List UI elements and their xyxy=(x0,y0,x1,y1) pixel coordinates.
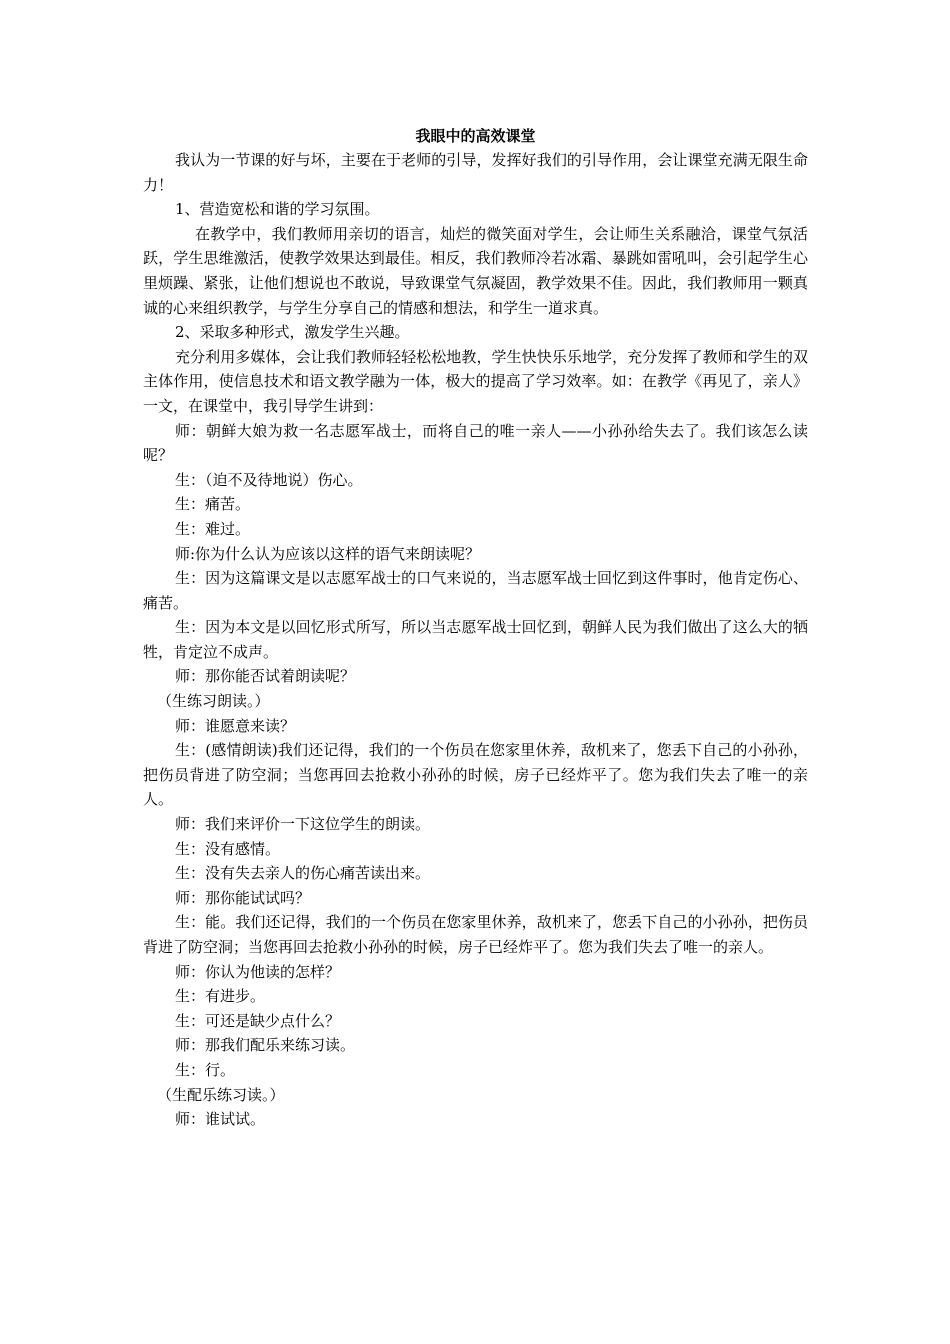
paragraph: 生：没有失去亲人的伤心痛苦读出来。 xyxy=(175,864,431,883)
paragraph: 生：(感情朗读)我们还记得，我们的一个伤员在您家里休养，敌机来了，您丢下自己的小孙孙，把伤员背进了防空洞；当您再回去抢救小孙孙的时候，房子已经炸平了。您为我们失去了唯一的亲人。 xyxy=(143,741,808,809)
paragraph: 在教学中，我们教师用亲切的语言，灿烂的微笑面对学生，会让师生关系融洽，课堂气氛活跃，学生思维激活，使教学效果达到最佳。相反，我们教师冷若冰霜、暴跳如雷吼叫，会引起学生心里烦躁、紧张，让他们想说也不敢说，导致课堂气氛凝固，教学效果不佳。因此，我们教师用一颗真诚的心来组织教学，与学生分享自己的情感和想法，和学生一道求真。 xyxy=(143,224,808,317)
paragraph: 生：没有感情。 xyxy=(175,839,281,858)
paragraph: 师：那你能否试着朗读呢？ xyxy=(175,667,356,686)
paragraph: 生：难过。 xyxy=(175,519,251,538)
paragraph: 生：因为本文是以回忆形式所写，所以当志愿军战士回忆到，朝鲜人民为我们做出了这么大的牺牲，肯定泣不成声。 xyxy=(143,618,808,661)
paragraph: 师：谁试试。 xyxy=(175,1110,266,1129)
document-title: 我眼中的高效课堂 xyxy=(415,127,536,145)
paragraph: 师：那我们配乐来练习读。 xyxy=(175,1036,356,1055)
paragraph: 生：有进步。 xyxy=(175,987,266,1006)
document-page xyxy=(143,124,808,1132)
paragraph: 1、营造宽松和谐的学习氛围。 xyxy=(175,200,380,219)
paragraph: 充分利用多媒体，会让我们教师轻轻松松地教，学生快快乐乐地学，充分发挥了教师和学生的双主体作用，使信息技术和语文教学融为一体，极大的提高了学习效率。如：在教学《再见了，亲人》一文，在课堂中，我引导学生讲到： xyxy=(143,347,808,415)
paragraph: 生：可还是缺少点什么？ xyxy=(175,1011,341,1030)
paragraph: 师：那你能试试吗？ xyxy=(175,888,311,907)
paragraph: 生：行。 xyxy=(175,1060,236,1079)
paragraph: （生配乐练习读。） xyxy=(157,1085,285,1104)
paragraph: 我认为一节课的好与坏，主要在于老师的引导，发挥好我们的引导作用，会让课堂充满无限生命力！ xyxy=(143,151,808,194)
paragraph: 生：能。我们还记得，我们的一个伤员在您家里休养，敌机来了，您丢下自己的小孙孙，把伤员背进了防空洞；当您再回去抢救小孙孙的时候，房子已经炸平了。您为我们失去了唯一的亲人。 xyxy=(143,913,808,956)
paragraph: 生：因为这篇课文是以志愿军战士的口气来说的，当志愿军战士回忆到这件事时，他肯定伤心、痛苦。 xyxy=(143,569,808,612)
paragraph: 师：朝鲜大娘为救一名志愿军战士，而将自己的唯一亲人——小孙孙给失去了。我们该怎么读呢？ xyxy=(143,421,808,465)
paragraph: 师:你为什么认为应该以这样的语气来朗读呢？ xyxy=(175,544,481,563)
paragraph: 生：痛苦。 xyxy=(175,495,251,514)
paragraph: 师：我们来评价一下这位学生的朗读。 xyxy=(175,815,431,834)
document-body xyxy=(143,148,808,1132)
paragraph: （生练习朗读。） xyxy=(157,692,270,711)
paragraph: 2、采取多种形式，激发学生兴趣。 xyxy=(175,323,410,342)
paragraph: 师：谁愿意来读？ xyxy=(175,716,296,735)
paragraph: 师：你认为他读的怎样？ xyxy=(175,962,341,981)
paragraph: 生：（迫不及待地说）伤心。 xyxy=(175,470,363,489)
